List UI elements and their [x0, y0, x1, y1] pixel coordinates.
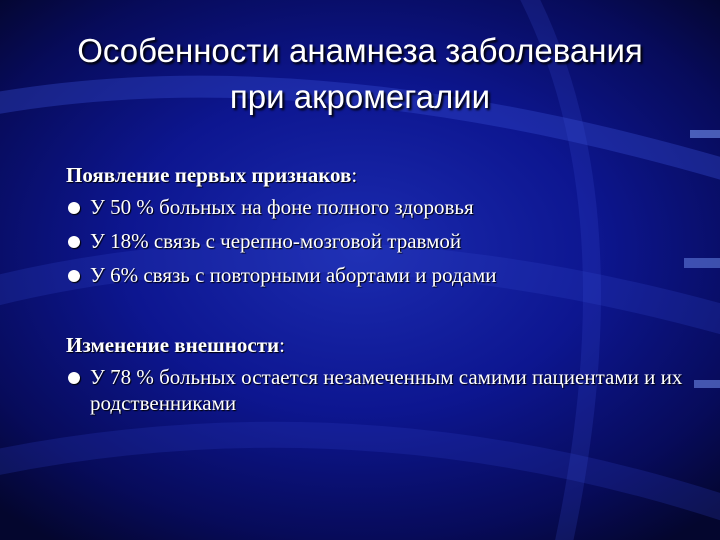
- section-heading-colon: :: [279, 333, 285, 357]
- section-heading-text: Изменение внешности: [66, 333, 280, 357]
- bullet-item: [66, 194, 686, 220]
- section-heading-colon: :: [351, 163, 358, 187]
- section-heading-first-signs: [66, 160, 686, 190]
- bullet-dot-icon: [68, 270, 80, 282]
- title-line-1: Особенности анамнеза заболевания: [77, 32, 643, 69]
- slide-title: [20, 28, 700, 120]
- section-heading-text: Появление первых признаков: [66, 163, 352, 187]
- bullet-dot-icon: [68, 202, 80, 214]
- bullet-text: У 78 % больных остается незамеченным самими пациентами и их родственниками: [90, 365, 683, 415]
- bullet-item: [66, 262, 686, 288]
- bullet-text: У 6% связь с повторными абортами и родами: [90, 263, 497, 287]
- bullet-text: У 50 % больных на фоне полного здоровья: [90, 195, 474, 219]
- bullet-text: У 18% связь с черепно-мозговой травмой: [90, 229, 462, 253]
- bullet-item: [66, 364, 686, 416]
- section-spacer: [66, 296, 686, 330]
- bullet-dot-icon: [68, 236, 80, 248]
- title-line-2: при акромегалии: [229, 78, 491, 115]
- section-heading-appearance: [66, 330, 686, 360]
- bullet-item: [66, 228, 686, 254]
- bullet-dot-icon: [68, 372, 80, 384]
- slide-body: [66, 160, 686, 424]
